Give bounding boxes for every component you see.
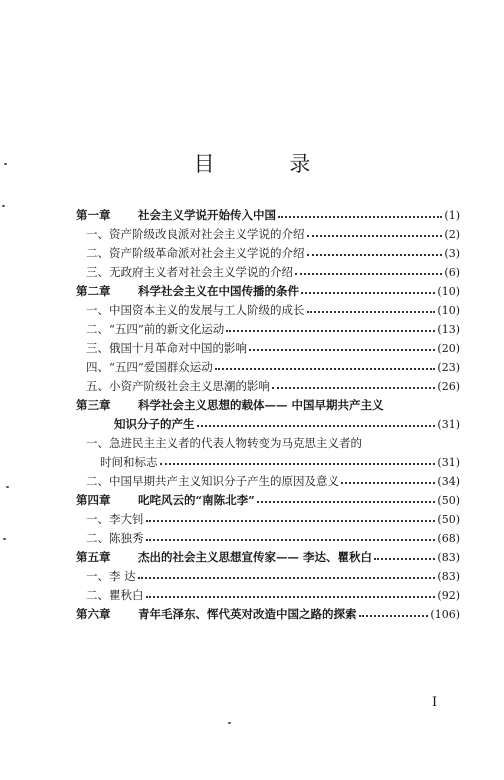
toc-entry-title: 青年毛泽东、恽代英对改造中国之路的探索 bbox=[138, 607, 357, 621]
toc-entry-title: 李大钊 bbox=[109, 512, 144, 526]
toc-entry-number: 三、 bbox=[86, 265, 109, 279]
toc-entry-number: 一、 bbox=[86, 436, 109, 450]
toc-entry-number: 三、 bbox=[86, 341, 109, 355]
toc-section-row[interactable] bbox=[76, 586, 460, 605]
toc-section-row[interactable] bbox=[76, 225, 460, 244]
scan-speck bbox=[228, 722, 231, 724]
toc-entry-title: 资产阶级革命派对社会主义学说的介绍 bbox=[109, 246, 305, 260]
toc-page-number: (68) bbox=[437, 532, 460, 545]
toc-entry-title: 叱咤风云的“南陈北李” bbox=[138, 493, 255, 507]
toc-page-number: (83) bbox=[437, 570, 460, 583]
toc-page-number: (83) bbox=[437, 551, 460, 564]
toc-entry-number: 第六章 bbox=[76, 607, 111, 621]
toc-page-number: (10) bbox=[437, 304, 460, 317]
toc-entry-label bbox=[100, 453, 158, 472]
toc-chapter-row[interactable] bbox=[76, 206, 460, 225]
toc-entry-number: 一、 bbox=[86, 569, 109, 583]
toc-page-number: (23) bbox=[437, 361, 460, 374]
dot-leader bbox=[359, 615, 429, 617]
toc-entry-title: 社会主义学说开始传入中国 bbox=[138, 208, 276, 222]
toc-page-number: (6) bbox=[444, 266, 460, 279]
toc-section-row[interactable] bbox=[76, 301, 460, 320]
toc-section-row[interactable] bbox=[76, 320, 460, 339]
toc-section-row[interactable] bbox=[76, 510, 460, 529]
toc-entry-label bbox=[86, 301, 305, 320]
toc-section-row[interactable] bbox=[76, 358, 460, 377]
toc-entry-number: 二、 bbox=[86, 246, 109, 260]
toc-page-number: (3) bbox=[444, 247, 460, 260]
dot-leader bbox=[278, 216, 442, 218]
toc-entry-title: 李 达 bbox=[109, 569, 136, 583]
dot-leader bbox=[341, 482, 435, 484]
toc-chapter-row[interactable] bbox=[76, 415, 460, 434]
dot-leader bbox=[301, 292, 435, 294]
toc-entry-title: 科学社会主义思想的载体—— 中国早期共产主义 bbox=[138, 398, 384, 412]
table-of-contents bbox=[76, 206, 460, 624]
toc-page-number: (31) bbox=[437, 456, 460, 469]
toc-chapter-row[interactable] bbox=[76, 605, 460, 624]
dot-leader bbox=[307, 254, 443, 256]
toc-page-number: (26) bbox=[437, 380, 460, 393]
toc-entry-label bbox=[86, 586, 144, 605]
dot-leader bbox=[146, 539, 436, 541]
toc-entry-label bbox=[86, 472, 339, 491]
toc-entry-number: 第二章 bbox=[76, 284, 111, 298]
page-number: I bbox=[432, 695, 438, 710]
dot-leader bbox=[257, 501, 436, 503]
toc-entry-title: 陈独秀 bbox=[109, 531, 144, 545]
toc-entry-number: 第五章 bbox=[76, 550, 111, 564]
toc-page-number: (106) bbox=[430, 608, 460, 621]
toc-page-number: (50) bbox=[437, 494, 460, 507]
toc-entry-label bbox=[86, 263, 293, 282]
dot-leader bbox=[160, 463, 436, 465]
dot-leader bbox=[146, 520, 436, 522]
toc-entry-number: 第四章 bbox=[76, 493, 111, 507]
dot-leader bbox=[226, 330, 435, 332]
dot-leader bbox=[295, 273, 442, 275]
toc-entry-title: 时间和标志 bbox=[100, 455, 158, 469]
dot-leader bbox=[374, 558, 435, 560]
toc-entry-number: 一、 bbox=[86, 512, 109, 526]
toc-entry-label bbox=[86, 510, 144, 529]
toc-page-number: (92) bbox=[437, 589, 460, 602]
toc-section-row[interactable] bbox=[76, 472, 460, 491]
toc-entry-label bbox=[86, 377, 270, 396]
toc-entry-title: 瞿秋白 bbox=[109, 588, 144, 602]
toc-chapter-row[interactable] bbox=[76, 491, 460, 510]
toc-entry-label bbox=[86, 225, 305, 244]
toc-entry-label bbox=[86, 339, 247, 358]
toc-entry-title: 俄国十月革命对中国的影响 bbox=[109, 341, 247, 355]
toc-entry-title: 资产阶级改良派对社会主义学说的介绍 bbox=[109, 227, 305, 241]
toc-entry-number: 一、 bbox=[86, 303, 109, 317]
toc-page-number: (1) bbox=[444, 209, 460, 222]
toc-entry-title: “五四”前的新文化运动 bbox=[109, 322, 225, 336]
toc-entry-label bbox=[86, 434, 362, 453]
toc-entry-title: 急进民主主义者的代表人物转变为马克思主义者的 bbox=[109, 436, 362, 450]
toc-entry-number: 二、 bbox=[86, 531, 109, 545]
toc-page-number: (10) bbox=[437, 285, 460, 298]
dot-leader bbox=[146, 596, 436, 598]
toc-entry-label bbox=[76, 282, 299, 301]
toc-entry-label bbox=[86, 529, 144, 548]
toc-entry-label bbox=[86, 358, 213, 377]
toc-section-row[interactable] bbox=[76, 567, 460, 586]
toc-entry-number: 一、 bbox=[86, 227, 109, 241]
toc-entry-number: 二、 bbox=[86, 588, 109, 602]
toc-entry-title: 无政府主义者对社会主义学说的介绍 bbox=[109, 265, 293, 279]
toc-entry-number: 第一章 bbox=[76, 208, 111, 222]
toc-page-number: (34) bbox=[437, 475, 460, 488]
toc-entry-label bbox=[76, 491, 255, 510]
toc-section-row[interactable] bbox=[76, 377, 460, 396]
dot-leader bbox=[272, 387, 435, 389]
scan-speck bbox=[4, 163, 7, 165]
toc-section-row[interactable] bbox=[76, 244, 460, 263]
dot-leader bbox=[197, 425, 436, 427]
toc-entry-label bbox=[76, 396, 384, 415]
toc-page-number: (20) bbox=[437, 342, 460, 355]
toc-entry-title: 科学社会主义在中国传播的条件 bbox=[138, 284, 299, 298]
dot-leader bbox=[307, 235, 443, 237]
scan-speck bbox=[3, 538, 6, 540]
toc-entry-label bbox=[76, 548, 372, 567]
toc-section-row[interactable] bbox=[76, 339, 460, 358]
toc-entry-label bbox=[76, 206, 276, 225]
toc-page-number: (13) bbox=[437, 323, 460, 336]
toc-entry-label bbox=[76, 605, 357, 624]
toc-page-number: (50) bbox=[437, 513, 460, 526]
toc-chapter-row[interactable] bbox=[76, 282, 460, 301]
toc-entry-label bbox=[114, 415, 195, 434]
toc-entry-title: “五四”爱国群众运动 bbox=[109, 360, 213, 374]
toc-entry-number: 四、 bbox=[86, 360, 109, 374]
toc-chapter-row[interactable] bbox=[76, 396, 460, 415]
toc-entry-number: 二、 bbox=[86, 322, 109, 336]
toc-entry-title: 杰出的社会主义思想宣传家—— 李达、瞿秋白 bbox=[138, 550, 373, 564]
toc-entry-title: 中国资本主义的发展与工人阶级的成长 bbox=[109, 303, 305, 317]
toc-entry-label bbox=[86, 244, 305, 263]
toc-entry-title: 小资产阶级社会主义思潮的影响 bbox=[109, 379, 270, 393]
toc-entry-title: 中国早期共产主义知识分子产生的原因及意义 bbox=[109, 474, 339, 488]
toc-page-number: (2) bbox=[444, 228, 460, 241]
toc-entry-number: 五、 bbox=[86, 379, 109, 393]
toc-section-row[interactable] bbox=[76, 453, 460, 472]
toc-section-row[interactable] bbox=[76, 434, 460, 453]
dot-leader bbox=[138, 577, 436, 579]
scan-speck bbox=[6, 486, 9, 488]
page-title: 目 录 bbox=[193, 152, 345, 176]
toc-page-number: (31) bbox=[437, 418, 460, 431]
toc-chapter-row[interactable] bbox=[76, 548, 460, 567]
toc-entry-label bbox=[86, 567, 136, 586]
toc-section-row[interactable] bbox=[76, 263, 460, 282]
toc-section-row[interactable] bbox=[76, 529, 460, 548]
toc-entry-title: 知识分子的产生 bbox=[114, 417, 195, 431]
dot-leader bbox=[249, 349, 435, 351]
scan-speck bbox=[2, 205, 5, 207]
toc-entry-number: 第三章 bbox=[76, 398, 111, 412]
toc-entry-label bbox=[86, 320, 224, 339]
toc-entry-number: 二、 bbox=[86, 474, 109, 488]
dot-leader bbox=[307, 311, 436, 313]
dot-leader bbox=[215, 368, 436, 370]
